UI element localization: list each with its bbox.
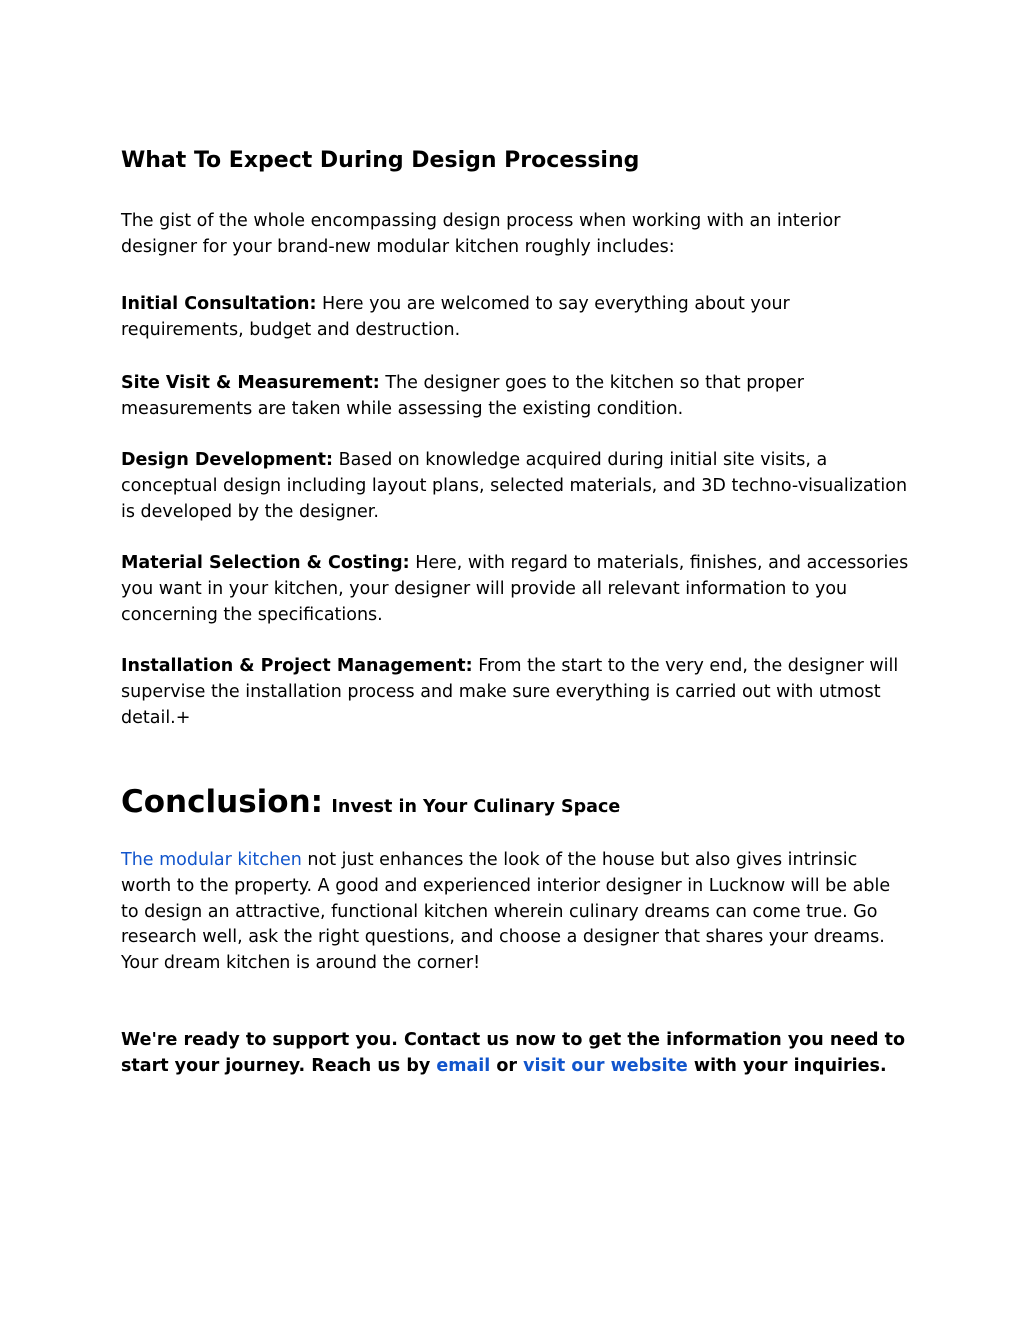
intro-paragraph: The gist of the whole encompassing design process when working with an interior designer for your brand-new modular kitchen roughly includes: — [121, 211, 841, 257]
cta-text-2: or — [496, 1055, 524, 1076]
step-design-development — [121, 448, 911, 525]
email-link[interactable]: email — [436, 1055, 497, 1076]
step-text: Here you are welcomed to say everything about your requirements, budget and destruction. — [121, 294, 790, 340]
conclusion-subtitle: Invest in Your Culinary Space — [331, 797, 621, 817]
step-text: Based on knowledge acquired during initial site visits, a conceptual design including layout plans, selected materials, and 3D techno-visualization is developed by the designer. — [121, 450, 908, 522]
page-title: What To Expect During Design Processing — [121, 148, 640, 173]
step-material-selection — [121, 551, 911, 628]
conclusion-paragraph — [121, 848, 911, 977]
step-text: The designer goes to the kitchen so that proper measurements are taken while assessing the existing condition. — [121, 373, 804, 419]
step-label: Initial Consultation: — [121, 294, 317, 314]
step-label: Material Selection & Costing: — [121, 553, 410, 573]
step-text: From the start to the very end, the designer will supervise the installation process and make sure everything is carried out with utmost detail.+ — [121, 656, 899, 728]
step-label: Design Development: — [121, 450, 334, 470]
conclusion-title: Conclusion: — [121, 784, 324, 820]
cta-text-1: We're ready to support you. Contact us now to get the information you need to start your journey. Reach us by — [121, 1030, 906, 1076]
step-label: Installation & Project Management: — [121, 656, 473, 676]
modular-kitchen-link[interactable]: The modular kitchen — [121, 850, 302, 870]
step-initial-consultation — [121, 292, 911, 344]
website-link[interactable]: visit our website — [523, 1055, 688, 1076]
step-label: Site Visit & Measurement: — [121, 373, 380, 393]
step-text: Here, with regard to materials, finishes, and accessories you want in your kitchen, your designer will provide all relevant information to you concerning the specifications. — [121, 553, 909, 625]
step-site-visit — [121, 371, 911, 423]
conclusion-body: not just enhances the look of the house but also gives intrinsic worth to the property. A good and experienced interior designer in Lucknow will be able to design an attractive, functional kitchen wherein culinary dreams can come true. Go research well, ask the right questions, and choose a designer that shares your dreams. Your dream kitchen is around the corner! — [121, 850, 891, 974]
cta-text-3: with your inquiries. — [687, 1055, 887, 1076]
conclusion-heading — [121, 782, 620, 827]
step-installation — [121, 654, 911, 731]
contact-cta — [121, 1028, 911, 1080]
